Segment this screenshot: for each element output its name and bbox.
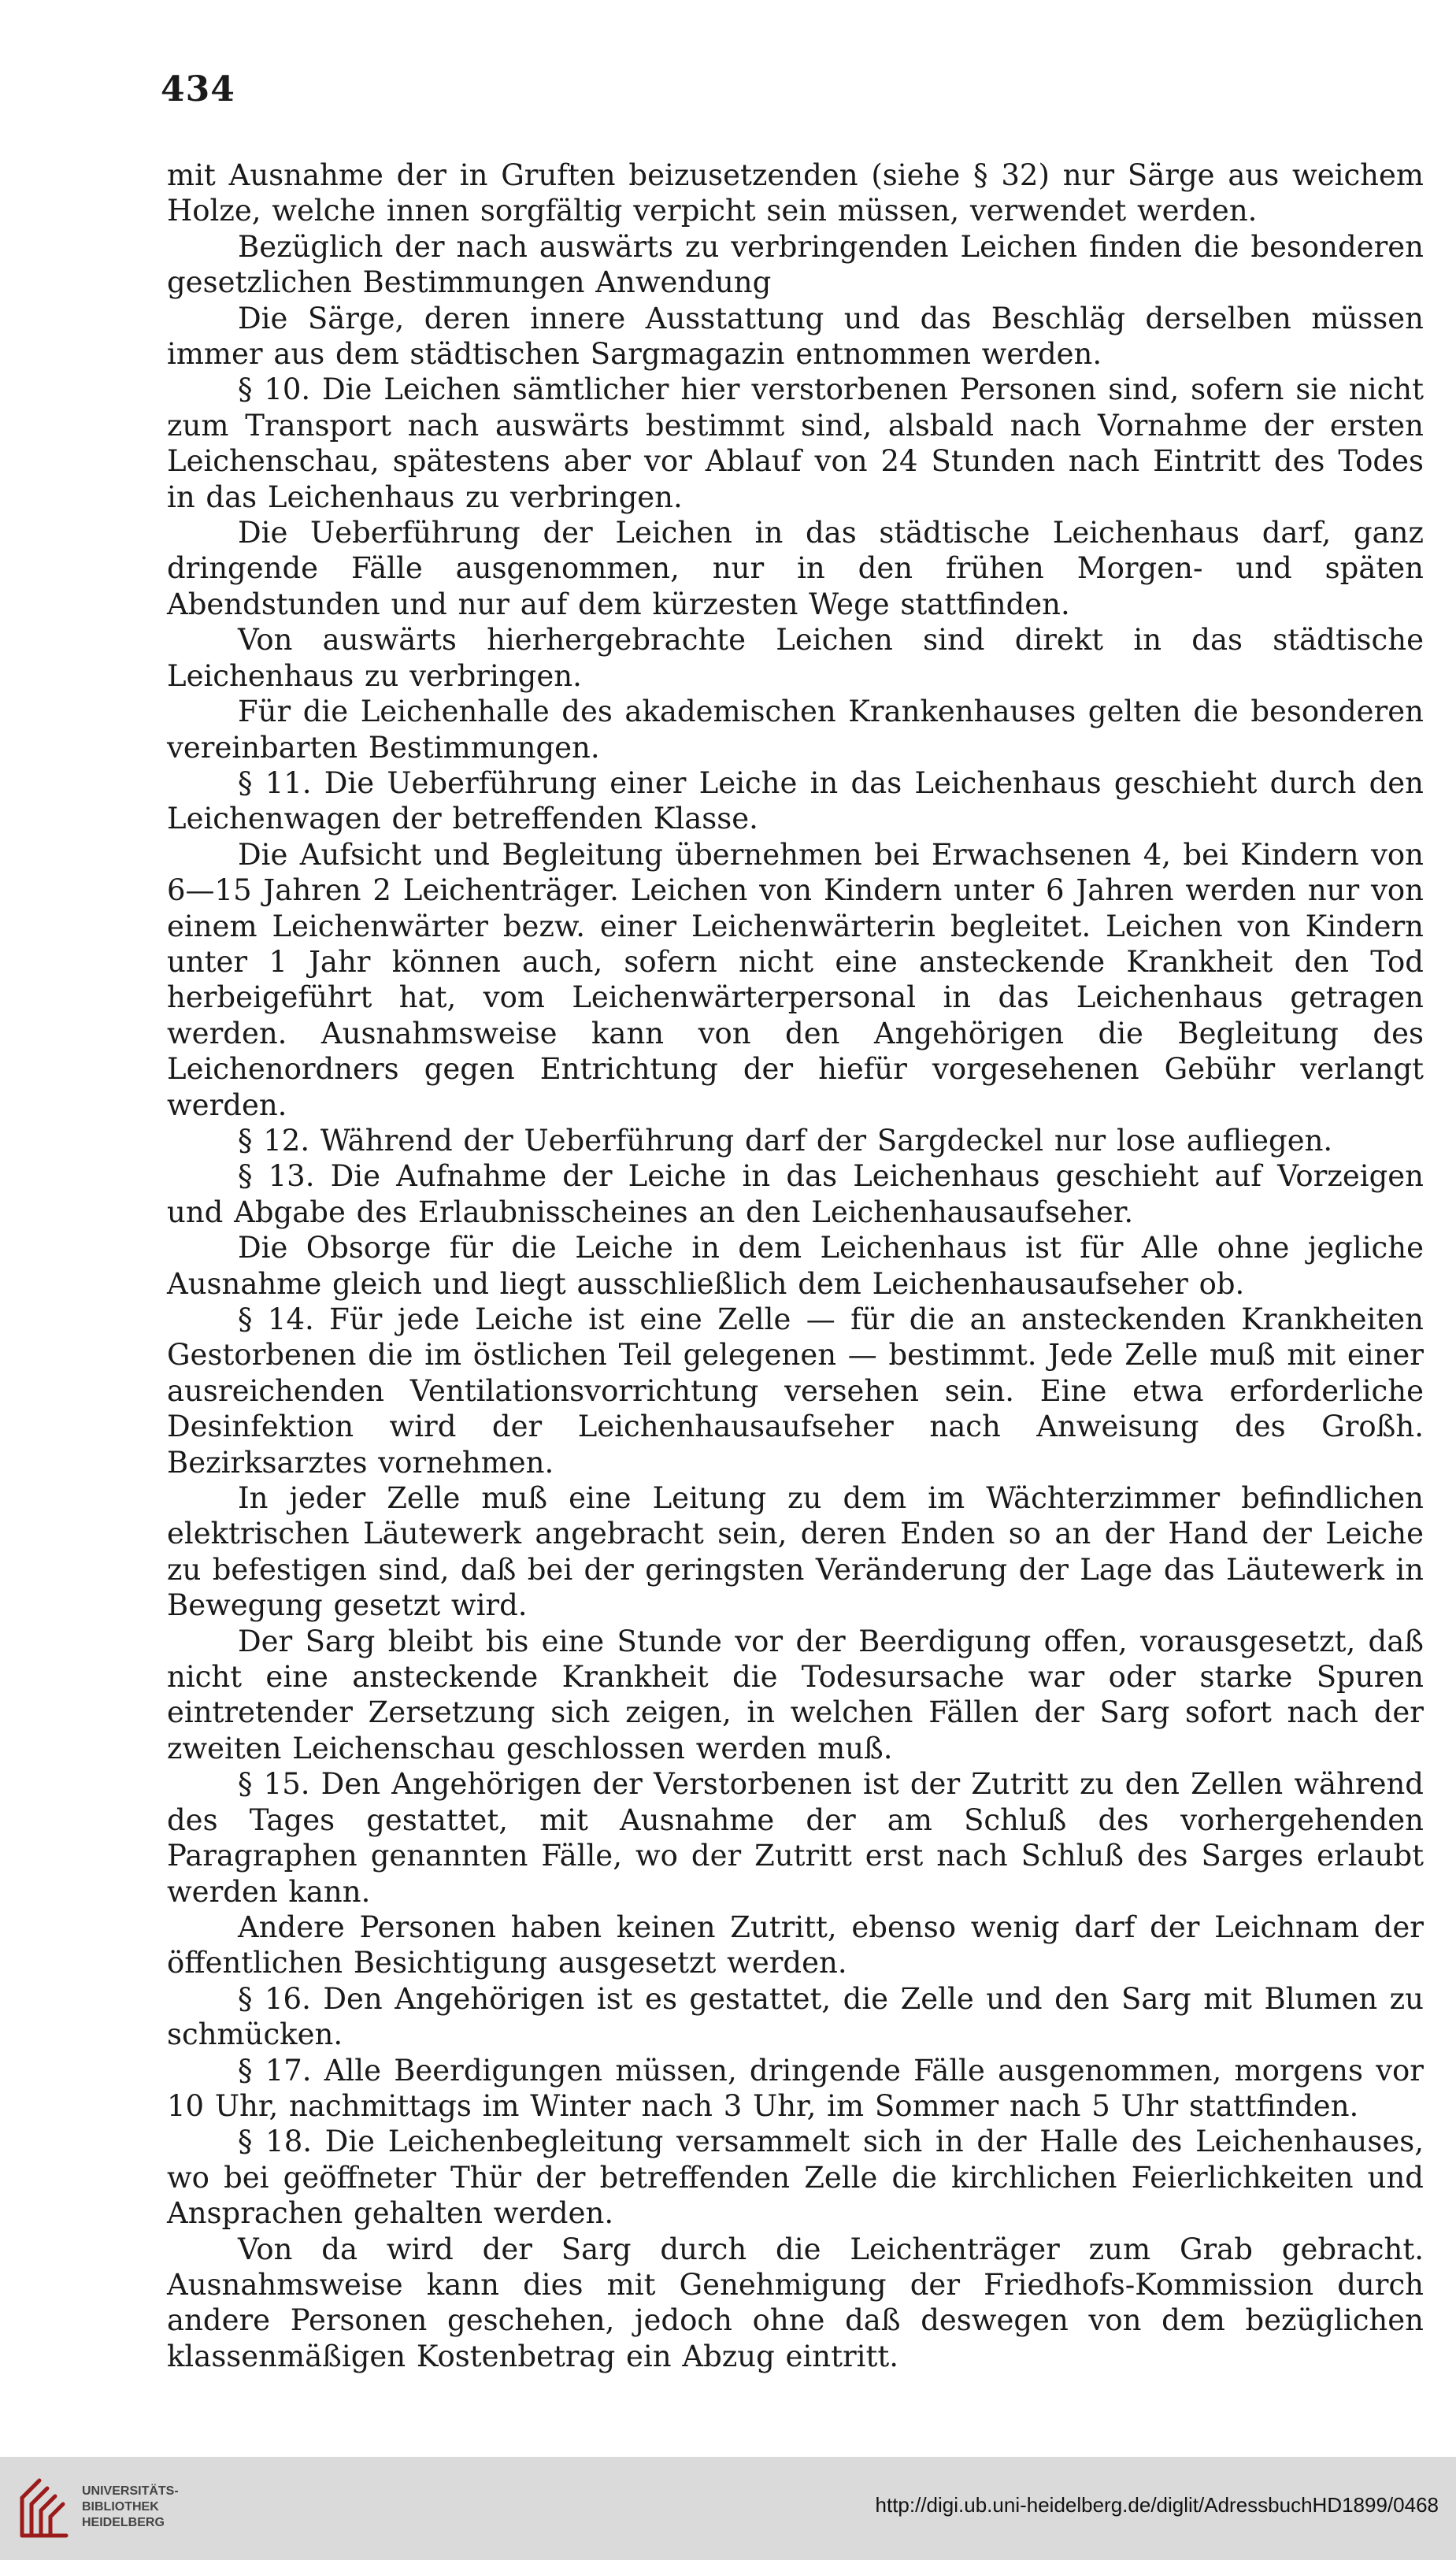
paragraph: mit Ausnahme der in Gruften beizusetzenden (siehe § 32) nur Särge aus weichem Holze, welche innen sorgfältig verpicht sein müssen, verwendet werden. (167, 158, 1424, 228)
library-logo-icon (16, 2474, 74, 2542)
paragraph: § 14. Für jede Leiche ist eine Zelle — für die an ansteckenden Krankheiten Gestorbenen die im östlichen Teil gelegenen — bestimmt. Jede Zelle muß mit einer ausreichenden Ventilationsvorrichtung versehen sein. Eine etwa erforderliche Desinfektion wird der Leichenhausaufseher nach Anweisung des Großh. Bezirksarztes vornehmen. (167, 1302, 1424, 1480)
library-name-line: UNIVERSITÄTS- (82, 2484, 179, 2498)
paragraph: § 18. Die Leichenbegleitung versammelt sich in der Halle des Leichenhauses, wo bei geöffneter Thür der betreffenden Zelle die kirchlichen Feierlichkeiten und Ansprachen gehalten werden. (167, 2125, 1424, 2231)
library-footer (0, 2457, 1456, 2560)
library-name-line: HEIDELBERG (82, 2516, 165, 2529)
paragraph: Der Sarg bleibt bis eine Stunde vor der Beerdigung offen, vorausgesetzt, daß nicht eine ansteckende Krankheit die Todesursache war oder starke Spuren eintretender Zersetzung sich zeigen, in welchen Fällen der Sarg sofort nach der zweiten Leichenschau geschlossen werden muß. (167, 1624, 1424, 1765)
paragraph: Von auswärts hierhergebrachte Leichen sind direkt in das städtische Leichenhaus zu verbringen. (167, 623, 1424, 693)
paragraph: § 12. Während der Ueberführung darf der Sargdeckel nur lose aufliegen. (238, 1123, 1333, 1158)
document-body (167, 157, 1424, 2374)
paragraph: § 10. Die Leichen sämtlicher hier verstorbenen Personen sind, sofern sie nicht zum Transport nach auswärts bestimmt sind, alsbald nach Vornahme der ersten Leichenschau, spätestens aber vor Ablauf von 24 Stunden nach Eintritt des Todes in das Leichenhaus zu verbringen. (167, 372, 1424, 514)
paragraph: Die Ueberführung der Leichen in das städtische Leichenhaus darf, ganz dringende Fälle ausgenommen, nur in den frühen Morgen- und späten Abendstunden und nur auf dem kürzesten Wege stattfinden. (167, 516, 1424, 621)
paragraph: § 13. Die Aufnahme der Leiche in das Leichenhaus geschieht auf Vorzeigen und Abgabe des Erlaubnisscheines an den Leichenhausaufseher. (167, 1159, 1424, 1229)
paragraph: § 16. Den Angehörigen ist es gestattet, die Zelle und den Sarg mit Blumen zu schmücken. (167, 1981, 1424, 2052)
paragraph: Die Obsorge für die Leiche in dem Leichenhaus ist für Alle ohne jegliche Ausnahme gleich und liegt ausschließlich dem Leichenhausaufseher ob. (167, 1231, 1424, 1301)
paragraph: Andere Personen haben keinen Zutritt, ebenso wenig darf der Leichnam der öffentlichen Besichtigung ausgesetzt werden. (167, 1910, 1424, 1980)
paragraph: § 11. Die Ueberführung einer Leiche in das Leichenhaus geschieht durch den Leichenwagen der betreffenden Klasse. (167, 765, 1424, 836)
library-name-line: BIBLIOTHEK (82, 2500, 159, 2514)
page-number: 434 (161, 69, 235, 109)
paragraph: Die Särge, deren innere Ausstattung und das Beschläg derselben müssen immer aus dem städtischen Sargmagazin entnommen werden. (167, 301, 1424, 372)
paragraph: § 15. Den Angehörigen der Verstorbenen ist der Zutritt zu den Zellen während des Tages gestattet, mit Ausnahme der am Schluß des vorhergehenden Paragraphen genannten Fälle, wo der Zutritt erst nach Schluß des Sarges erlaubt werden kann. (167, 1767, 1424, 1909)
paragraph: Von da wird der Sarg durch die Leichenträger zum Grab gebracht. Ausnahmsweise kann dies mit Genehmigung der Friedhofs-Kommission durch andere Personen geschehen, jedoch ohne daß deswegen von dem bezüglichen klassenmäßigen Kostenbetrag ein Abzug eintritt. (167, 2232, 1424, 2373)
paragraph: In jeder Zelle muß eine Leitung zu dem im Wächterzimmer befindlichen elektrischen Läutewerk angebracht sein, deren Enden so an der Hand der Leiche zu befestigen sind, daß bei der geringsten Veränderung der Lage das Läutewerk in Bewegung gesetzt wird. (167, 1481, 1424, 1623)
paragraph: § 17. Alle Beerdigungen müssen, dringende Fälle ausgenommen, morgens vor 10 Uhr, nachmittags im Winter nach 3 Uhr, im Sommer nach 5 Uhr stattfinden. (167, 2053, 1424, 2123)
source-url-link[interactable]: http://digi.ub.uni-heidelberg.de/diglit/AdressbuchHD1899/0468 (875, 2493, 1439, 2517)
paragraph: Bezüglich der nach auswärts zu verbringenden Leichen finden die besonderen gesetzlichen Bestimmungen Anwendung (167, 229, 1424, 300)
paragraph: Für die Leichenhalle des akademischen Krankenhauses gelten die besonderen vereinbarten Bestimmungen. (167, 695, 1424, 765)
library-name (82, 2484, 179, 2531)
paragraph: Die Aufsicht und Begleitung übernehmen bei Erwachsenen 4, bei Kindern von 6—15 Jahren 2 Leichenträger. Leichen von Kindern unter 6 Jahren werden nur von einem Leichenwärter bezw. einer Leichenwärterin begleitet. Leichen von Kindern unter 1 Jahr können auch, sofern nicht eine ansteckende Krankheit den Tod herbeigeführt hat, vom Leichenwärterpersonal in das Leichenhaus getragen werden. Ausnahmsweise kann von den Angehörigen die Begleitung des Leichenordners gegen Entrichtung der hiefür vorgesehenen Gebühr verlangt werden. (167, 837, 1424, 1122)
